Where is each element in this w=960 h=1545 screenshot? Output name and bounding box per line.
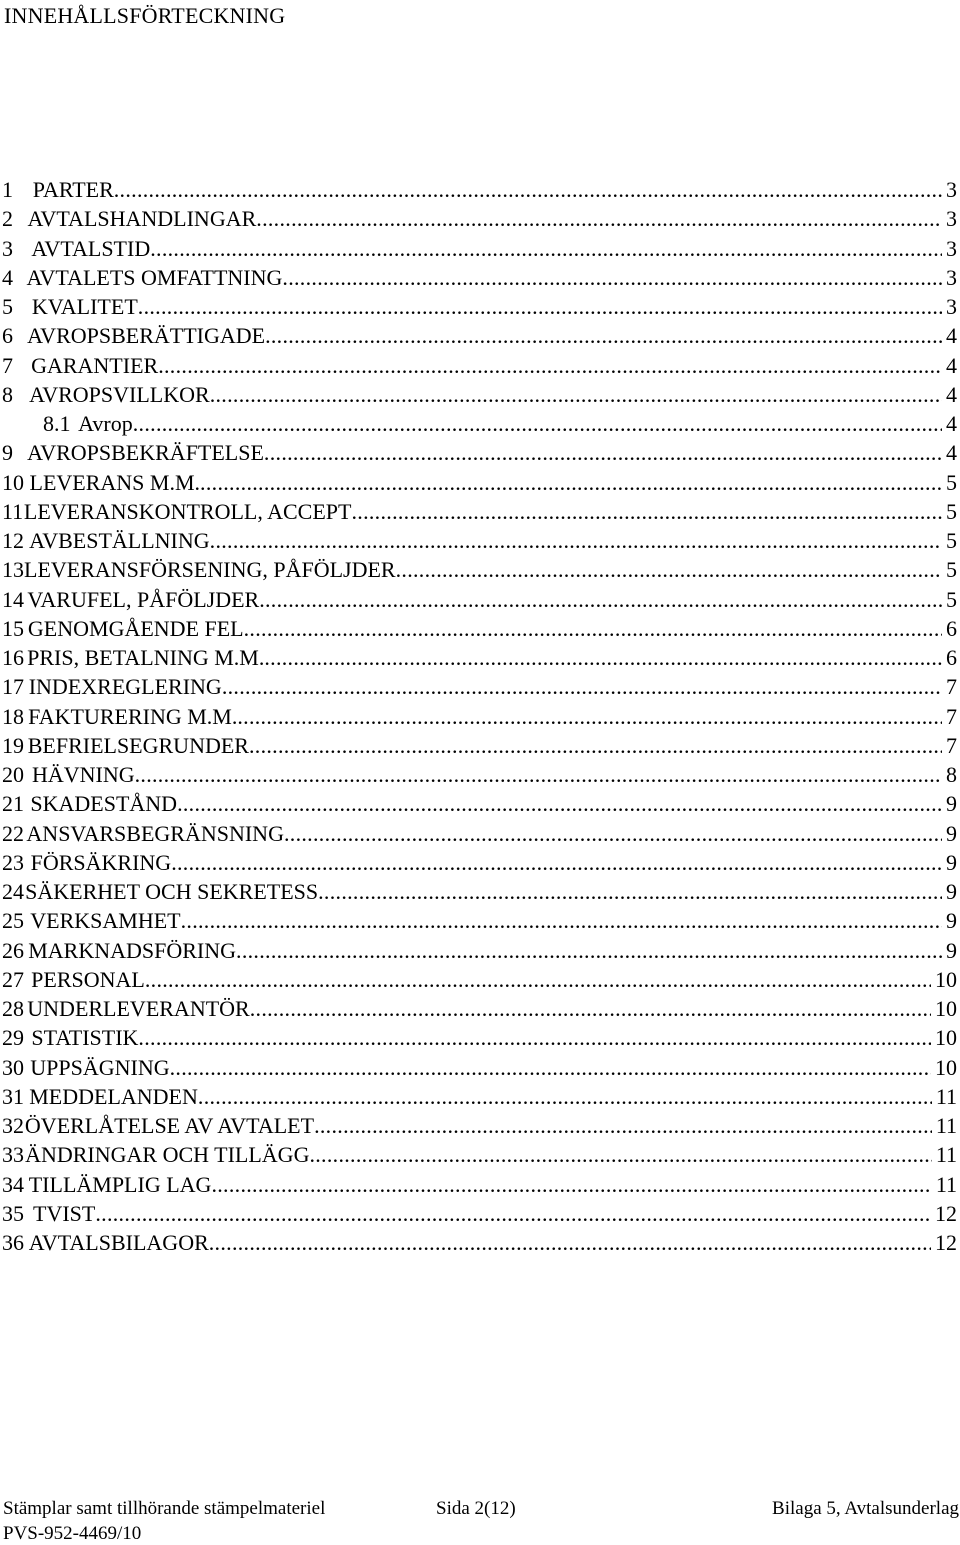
toc-dot-leader (114, 177, 942, 203)
toc-entry-title: AVROPSBEKRÄFTELSE (27, 440, 264, 466)
toc-dot-leader (314, 1113, 932, 1139)
toc-entry-title: AVTALETS OMFATTNING (26, 264, 283, 290)
toc-entry-page: 6 (946, 615, 957, 641)
toc-dot-leader (177, 791, 942, 817)
toc-entry-page: 5 (946, 498, 957, 524)
toc-entry-number: 9 (2, 440, 13, 466)
toc-dot-leader (284, 821, 942, 847)
toc-entry-title: BEFRIELSEGRUNDER (27, 732, 249, 758)
toc-entry-number: 32 (2, 1113, 24, 1138)
toc-entry[interactable] (0, 411, 960, 440)
toc-dot-leader (222, 674, 942, 700)
toc-entry-page: 5 (946, 557, 957, 583)
toc-entry[interactable] (0, 294, 960, 323)
footer-document-name: Stämplar samt tillhörande stämpelmateriel (3, 1498, 326, 1519)
toc-entry-title: AVTALSTID (31, 235, 151, 261)
toc-entry[interactable] (0, 674, 960, 703)
toc-entry-page: 9 (946, 937, 957, 963)
toc-entry-number: 5 (2, 294, 13, 319)
toc-entry-page: 5 (946, 469, 957, 495)
toc-entry-title: Avrop (78, 411, 133, 436)
toc-dot-leader (318, 879, 942, 905)
toc-entry-page: 3 (946, 294, 957, 319)
toc-entry[interactable] (0, 557, 960, 586)
toc-entry-number: 2 (2, 206, 13, 232)
toc-dot-leader (259, 587, 942, 613)
toc-entry-page: 8 (946, 762, 957, 787)
toc-entry-title: PARTER (32, 177, 114, 202)
toc-entry-title: AVROPSVILLKOR (29, 381, 210, 407)
toc-dot-leader (95, 1201, 931, 1227)
toc-entry-title: SKADESTÅND (30, 791, 178, 817)
toc-entry-page: 3 (946, 235, 957, 261)
toc-dot-leader (200, 470, 942, 496)
toc-entry-title: AVTALSBILAGOR (28, 1230, 209, 1255)
toc-entry-page: 11 (935, 1171, 957, 1197)
toc-entry-number: 28 (2, 996, 24, 1021)
toc-entry-number: 15 (2, 615, 24, 641)
toc-entry-number: 31 (2, 1083, 24, 1109)
toc-entry[interactable] (0, 470, 960, 499)
toc-entry-number: 3 (2, 235, 13, 261)
toc-entry-title: KVALITET (31, 294, 138, 319)
toc-entry-page: 9 (946, 849, 957, 875)
toc-entry[interactable] (0, 733, 960, 762)
toc-entry-title: MEDDELANDEN (29, 1083, 198, 1109)
toc-entry-title: MARKNADSFÖRING (28, 937, 237, 963)
toc-entry[interactable] (0, 908, 960, 937)
toc-entry[interactable] (0, 353, 960, 382)
toc-dot-leader (133, 411, 942, 437)
toc-entry[interactable] (0, 850, 960, 879)
toc-entry-number: 26 (2, 937, 24, 963)
toc-dot-leader (181, 908, 942, 934)
toc-entry-page: 7 (946, 732, 957, 758)
toc-dot-leader (150, 236, 942, 262)
toc-dot-leader (138, 1025, 931, 1051)
toc-dot-leader (249, 733, 942, 759)
toc-entry-title: VARUFEL, PÅFÖLJDER (27, 586, 260, 612)
toc-dot-leader (138, 294, 942, 320)
toc-entry-title: SÄKERHET OCH SEKRETESS (25, 879, 319, 904)
toc-dot-leader (309, 1142, 931, 1168)
toc-entry-page: 4 (946, 440, 957, 466)
toc-dot-leader (244, 616, 942, 642)
toc-entry-page: 7 (946, 703, 957, 729)
toc-entry-page: 9 (946, 908, 957, 934)
toc-entry-title: GARANTIER (31, 352, 159, 378)
toc-entry-number: 16 (2, 645, 24, 670)
toc-entry-number: 33 (2, 1142, 24, 1168)
toc-entry-number: 22 (2, 820, 24, 846)
toc-entry-page: 9 (946, 879, 957, 904)
toc-entry-title: AVROPSBERÄTTIGADE (27, 323, 266, 349)
toc-entry[interactable] (0, 382, 960, 411)
toc-dot-leader (210, 382, 942, 408)
toc-entry[interactable] (0, 1142, 960, 1171)
toc-dot-leader (264, 645, 942, 671)
toc-entry-title: GENOMGÅENDE FEL (27, 615, 244, 641)
toc-dot-leader (250, 996, 931, 1022)
toc-entry-number: 29 (2, 1025, 24, 1051)
toc-entry-number: 7 (2, 352, 13, 378)
toc-dot-leader (236, 938, 942, 964)
toc-entry-number: 1 (2, 177, 13, 202)
toc-entry-page: 4 (946, 352, 957, 378)
toc-entry-number: 24 (2, 879, 24, 904)
toc-entry-page: 7 (946, 674, 957, 700)
toc-entry[interactable] (0, 1084, 960, 1113)
toc-dot-leader (264, 440, 942, 466)
toc-entry-page: 12 (935, 1230, 957, 1255)
toc-entry[interactable] (0, 879, 960, 908)
footer-attachment-label: Bilaga 5, Avtalsunderlag (772, 1498, 959, 1519)
toc-entry[interactable] (0, 1113, 960, 1142)
toc-entry[interactable] (0, 587, 960, 616)
toc-entry[interactable] (0, 704, 960, 733)
toc-dot-leader (158, 353, 942, 379)
toc-entry-title: LEVERANSKONTROLL, ACCEPT (23, 498, 352, 524)
toc-entry-page: 12 (935, 1200, 957, 1226)
toc-entry[interactable] (0, 206, 960, 235)
toc-entry-number: 14 (2, 586, 24, 612)
toc-entry-title: UPPSÄGNING (30, 1054, 170, 1080)
toc-entry-number: 17 (2, 674, 24, 700)
toc-entry-page: 4 (946, 381, 957, 407)
toc-entry-page: 10 (935, 966, 957, 992)
toc-dot-leader (211, 1172, 931, 1198)
toc-entry-title: STATISTIK (31, 1025, 139, 1051)
toc-entry-number: 21 (2, 791, 24, 817)
toc-entry-page: 3 (946, 206, 957, 232)
toc-entry[interactable] (0, 1201, 960, 1230)
toc-entry-number: 35 (2, 1200, 24, 1226)
toc-entry-page: 10 (935, 996, 957, 1021)
toc-entry-title: HÄVNING (31, 762, 135, 787)
toc-dot-leader (209, 1230, 931, 1256)
footer-page-number: Sida 2(12) (436, 1498, 516, 1519)
table-of-contents (0, 177, 960, 1259)
toc-entry[interactable] (0, 440, 960, 469)
toc-dot-leader (135, 762, 942, 788)
page-title: INNEHÅLLSFÖRTECKNING (4, 3, 286, 28)
toc-entry-title: ANSVARSBEGRÄNSNING (26, 820, 284, 846)
toc-entry[interactable] (0, 791, 960, 820)
toc-entry-title: TILLÄMPLIG LAG (28, 1171, 212, 1197)
toc-entry-number: 4 (2, 264, 13, 290)
toc-entry-number: 6 (2, 323, 13, 349)
toc-entry-title: TVIST (33, 1200, 96, 1226)
toc-entry-title: ÄNDRINGAR OCH TILLÄGG (25, 1142, 310, 1168)
toc-entry-number: 13 (2, 557, 24, 583)
toc-entry[interactable] (0, 1172, 960, 1201)
toc-dot-leader (145, 967, 931, 993)
toc-entry-page: 5 (946, 528, 957, 553)
toc-entry-number: 8 (2, 381, 13, 407)
toc-entry-title: ÖVERLÅTELSE AV AVTALET (24, 1113, 315, 1138)
toc-entry-title: PERSONAL (31, 966, 145, 992)
toc-entry-title: AVTALSHANDLINGAR (27, 206, 257, 232)
toc-entry-number: 34 (2, 1171, 24, 1197)
toc-dot-leader (265, 323, 942, 349)
toc-entry-page: 10 (935, 1025, 957, 1051)
toc-entry[interactable] (0, 996, 960, 1025)
toc-entry-number: 36 (2, 1230, 24, 1255)
toc-entry-number: 18 (2, 703, 24, 729)
toc-entry[interactable] (0, 499, 960, 528)
toc-entry-title: FÖRSÄKRING (30, 849, 172, 875)
toc-entry-number: 20 (2, 762, 24, 787)
toc-entry-number: 12 (2, 528, 24, 553)
toc-entry-page: 4 (946, 323, 957, 349)
toc-dot-leader (198, 1084, 932, 1110)
toc-entry-page: 3 (946, 177, 957, 202)
toc-entry-page: 4 (946, 411, 957, 436)
toc-dot-leader (237, 704, 942, 730)
toc-dot-leader (396, 557, 942, 583)
toc-entry[interactable] (0, 616, 960, 645)
toc-entry-page: 11 (935, 1113, 957, 1138)
toc-entry-title: FAKTURERING M.M. (28, 703, 238, 729)
toc-entry[interactable] (0, 528, 960, 557)
toc-dot-leader (170, 1055, 931, 1081)
toc-entry-page: 10 (935, 1054, 957, 1080)
toc-entry-title: INDEXREGLERING (28, 674, 222, 700)
toc-entry-title: LEVERANS M.M. (29, 469, 201, 495)
toc-entry[interactable] (0, 1230, 960, 1259)
toc-entry-page: 3 (946, 264, 957, 290)
toc-entry[interactable] (0, 821, 960, 850)
toc-dot-leader (256, 206, 942, 232)
toc-entry-number: 19 (2, 732, 24, 758)
toc-entry[interactable] (0, 1055, 960, 1084)
toc-entry-page: 5 (946, 586, 957, 612)
toc-entry[interactable] (0, 938, 960, 967)
toc-entry-page: 9 (946, 820, 957, 846)
toc-dot-leader (351, 499, 942, 525)
toc-dot-leader (171, 850, 942, 876)
toc-entry[interactable] (0, 177, 960, 206)
toc-entry-page: 11 (935, 1083, 957, 1109)
toc-entry-title: LEVERANSFÖRSENING, PÅFÖLJDER (24, 557, 396, 583)
toc-entry[interactable] (0, 1025, 960, 1054)
footer-reference-number: PVS-952-4469/10 (3, 1523, 142, 1544)
toc-entry-page: 11 (935, 1142, 957, 1168)
toc-entry-number: 23 (2, 849, 24, 875)
toc-dot-leader (282, 265, 942, 291)
toc-entry-number: 10 (2, 469, 24, 495)
toc-entry-number: 25 (2, 908, 24, 934)
toc-entry-title: UNDERLEVERANTÖR (27, 996, 250, 1021)
toc-entry[interactable] (0, 967, 960, 996)
toc-dot-leader (210, 528, 942, 554)
toc-entry-page: 9 (946, 791, 957, 817)
toc-entry-number: 27 (2, 966, 24, 992)
toc-entry[interactable] (0, 265, 960, 294)
toc-entry[interactable] (0, 323, 960, 352)
toc-entry-number: 8.1 (43, 411, 71, 436)
toc-entry-number: 30 (2, 1054, 24, 1080)
toc-entry-title: AVBESTÄLLNING (29, 528, 210, 553)
toc-entry-title: PRIS, BETALNING M.M. (27, 645, 265, 670)
toc-entry-number: 11 (2, 498, 24, 524)
toc-entry-title: VERKSAMHET (30, 908, 181, 934)
toc-entry[interactable] (0, 762, 960, 791)
toc-entry[interactable] (0, 645, 960, 674)
toc-entry-page: 6 (946, 645, 957, 670)
toc-entry[interactable] (0, 236, 960, 265)
